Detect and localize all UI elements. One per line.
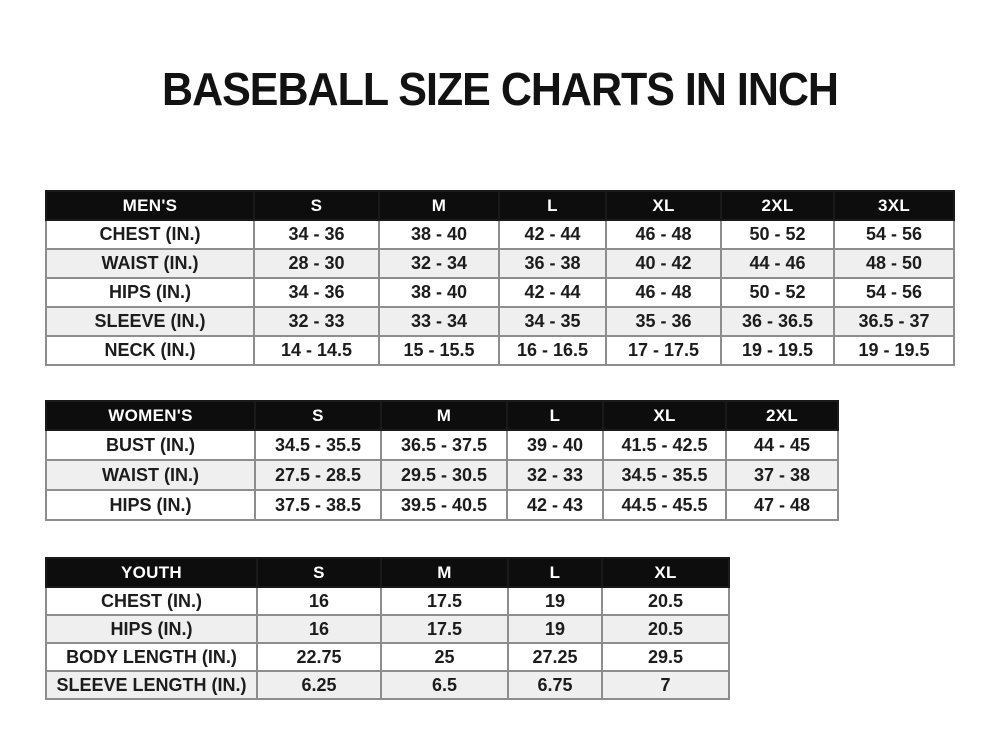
table-row [46,615,729,643]
header-row [46,191,954,220]
value-cell: 6.25 [257,671,381,699]
value-cell: 38 - 40 [379,220,499,249]
value-cell: 6.75 [508,671,602,699]
value-cell: 46 - 48 [606,278,721,307]
value-cell: 32 - 33 [254,307,379,336]
value-cell: 36 - 38 [499,249,606,278]
value-cell: 25 [381,643,508,671]
group-header-cell: YOUTH [46,558,257,587]
size-header-cell: 2XL [721,191,834,220]
size-header-cell: XL [606,191,721,220]
value-cell: 42 - 44 [499,220,606,249]
value-cell: 41.5 - 42.5 [603,430,726,460]
row-label-cell: HIPS (IN.) [46,278,254,307]
row-label-cell: NECK (IN.) [46,336,254,365]
value-cell: 19 - 19.5 [721,336,834,365]
value-cell: 34.5 - 35.5 [603,460,726,490]
header-row [46,558,729,587]
table-row [46,278,954,307]
value-cell: 14 - 14.5 [254,336,379,365]
value-cell: 44 - 45 [726,430,838,460]
size-header-cell: S [254,191,379,220]
value-cell: 36.5 - 37.5 [381,430,507,460]
value-cell: 36.5 - 37 [834,307,954,336]
value-cell: 39 - 40 [507,430,603,460]
value-cell: 46 - 48 [606,220,721,249]
value-cell: 32 - 34 [379,249,499,278]
value-cell: 42 - 44 [499,278,606,307]
size-header-cell: M [381,401,507,430]
value-cell: 48 - 50 [834,249,954,278]
value-cell: 7 [602,671,729,699]
value-cell: 29.5 - 30.5 [381,460,507,490]
table-row [46,587,729,615]
table-row [46,490,838,520]
page-title: BASEBALL SIZE CHARTS IN INCH [162,64,838,116]
value-cell: 36 - 36.5 [721,307,834,336]
table-row [46,671,729,699]
size-table-youth [45,557,730,700]
size-header-cell: XL [603,401,726,430]
size-header-cell: 3XL [834,191,954,220]
size-header-cell: M [381,558,508,587]
value-cell: 37 - 38 [726,460,838,490]
size-table-mens [45,190,955,366]
value-cell: 54 - 56 [834,220,954,249]
value-cell: 35 - 36 [606,307,721,336]
value-cell: 17.5 [381,615,508,643]
value-cell: 28 - 30 [254,249,379,278]
value-cell: 17.5 [381,587,508,615]
value-cell: 19 [508,615,602,643]
table-row [46,307,954,336]
size-header-cell: L [499,191,606,220]
value-cell: 50 - 52 [721,220,834,249]
table-row [46,643,729,671]
row-label-cell: SLEEVE LENGTH (IN.) [46,671,257,699]
value-cell: 15 - 15.5 [379,336,499,365]
size-table-womens [45,400,839,521]
row-label-cell: CHEST (IN.) [46,220,254,249]
value-cell: 42 - 43 [507,490,603,520]
group-header-cell: MEN'S [46,191,254,220]
value-cell: 16 [257,615,381,643]
value-cell: 6.5 [381,671,508,699]
row-label-cell: BODY LENGTH (IN.) [46,643,257,671]
value-cell: 27.5 - 28.5 [255,460,381,490]
header-row [46,401,838,430]
size-header-cell: L [508,558,602,587]
value-cell: 19 [508,587,602,615]
group-header-cell: WOMEN'S [46,401,255,430]
value-cell: 54 - 56 [834,278,954,307]
row-label-cell: HIPS (IN.) [46,615,257,643]
value-cell: 33 - 34 [379,307,499,336]
size-header-cell: S [255,401,381,430]
value-cell: 19 - 19.5 [834,336,954,365]
table-row [46,460,838,490]
value-cell: 29.5 [602,643,729,671]
value-cell: 34.5 - 35.5 [255,430,381,460]
value-cell: 38 - 40 [379,278,499,307]
row-label-cell: BUST (IN.) [46,430,255,460]
size-header-cell: L [507,401,603,430]
row-label-cell: SLEEVE (IN.) [46,307,254,336]
value-cell: 20.5 [602,587,729,615]
table-row [46,220,954,249]
size-header-cell: S [257,558,381,587]
value-cell: 27.25 [508,643,602,671]
table-row [46,249,954,278]
value-cell: 22.75 [257,643,381,671]
row-label-cell: WAIST (IN.) [46,460,255,490]
row-label-cell: CHEST (IN.) [46,587,257,615]
row-label-cell: HIPS (IN.) [46,490,255,520]
value-cell: 37.5 - 38.5 [255,490,381,520]
value-cell: 40 - 42 [606,249,721,278]
table-row [46,336,954,365]
value-cell: 16 - 16.5 [499,336,606,365]
value-cell: 32 - 33 [507,460,603,490]
table-row [46,430,838,460]
size-header-cell: XL [602,558,729,587]
size-header-cell: M [379,191,499,220]
value-cell: 34 - 36 [254,220,379,249]
value-cell: 17 - 17.5 [606,336,721,365]
value-cell: 50 - 52 [721,278,834,307]
value-cell: 44 - 46 [721,249,834,278]
value-cell: 20.5 [602,615,729,643]
value-cell: 16 [257,587,381,615]
value-cell: 47 - 48 [726,490,838,520]
value-cell: 44.5 - 45.5 [603,490,726,520]
value-cell: 34 - 36 [254,278,379,307]
row-label-cell: WAIST (IN.) [46,249,254,278]
size-header-cell: 2XL [726,401,838,430]
value-cell: 34 - 35 [499,307,606,336]
value-cell: 39.5 - 40.5 [381,490,507,520]
